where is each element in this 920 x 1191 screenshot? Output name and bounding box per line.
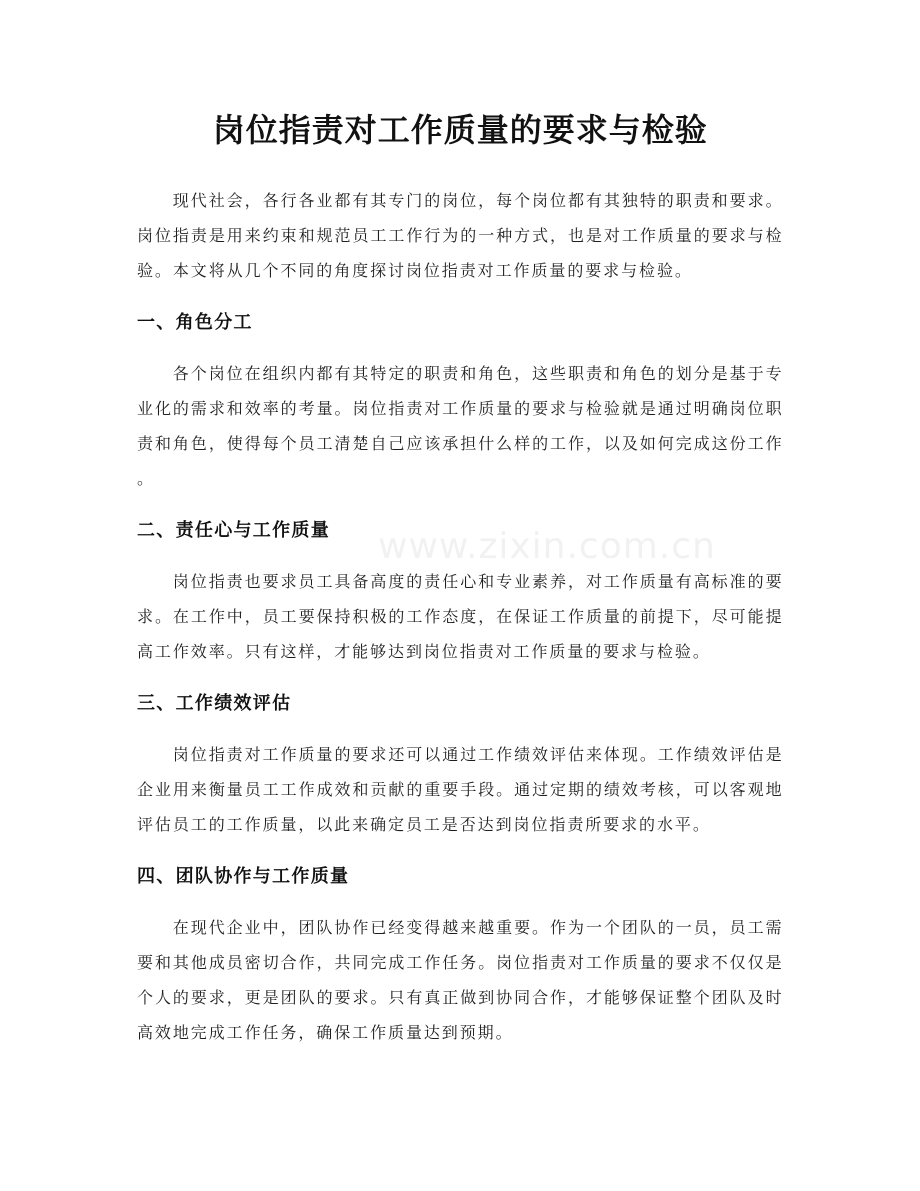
section-heading: 二、责任心与工作质量 [137,519,330,541]
section-paragraph: 岗位指责也要求员工具备高度的责任心和专业素养，对工作质量有高标准的要求。在工作中，员工要保持积极的工作态度，在保证工作质量的前提下，尽可能提高工作效率。只有这样，才能够达到岗位指责对工作质量的要求与检验。 [137,571,784,661]
section-heading: 四、团队协作与工作质量 [137,865,350,887]
section-paragraph: 在现代企业中，团队协作已经变得越来越重要。作为一个团队的一员，员工需要和其他成员密切合作，共同完成工作任务。岗位指责对工作质量的要求不仅仅是个人的要求，更是团队的要求。只有真正做到协同合作，才能够保证整个团队及时高效地完成工作任务，确保工作质量达到预期。 [137,917,784,1042]
document-body [137,0,784,1050]
section-heading: 一、角色分工 [137,311,253,333]
section-paragraph: 岗位指责对工作质量的要求还可以通过工作绩效评估来体现。工作绩效评估是企业用来衡量员工工作成效和贡献的重要手段。通过定期的绩效考核，可以客观地评估员工的工作质量，以此来确定员工是否达到岗位指责所要求的水平。 [137,744,784,834]
section-teamwork [137,859,784,1050]
watermark-text: www.zixin.com.cn [378,526,716,567]
intro-paragraph: 现代社会，各行各业都有其专门的岗位，每个岗位都有其独特的职责和要求。岗位指责是用来约束和规范员工工作行为的一种方式，也是对工作质量的要求与检验。本文将从几个不同的角度探讨岗位指责对工作质量的要求与检验。 [137,190,784,280]
section-heading: 三、工作绩效评估 [137,692,292,714]
section-paragraph: 各个岗位在组织内都有其特定的职责和角色，这些职责和角色的划分是基于专业化的需求和效率的考量。岗位指责对工作质量的要求与检验就是通过明确岗位职责和角色，使得每个员工清楚自己应该承担什么样的工作，以及如何完成这份工作。 [137,363,784,488]
section-performance-evaluation [137,686,784,842]
section-responsibility [137,513,784,669]
section-role-division [137,305,784,496]
document-title: 岗位指责对工作质量的要求与检验 [212,111,708,149]
